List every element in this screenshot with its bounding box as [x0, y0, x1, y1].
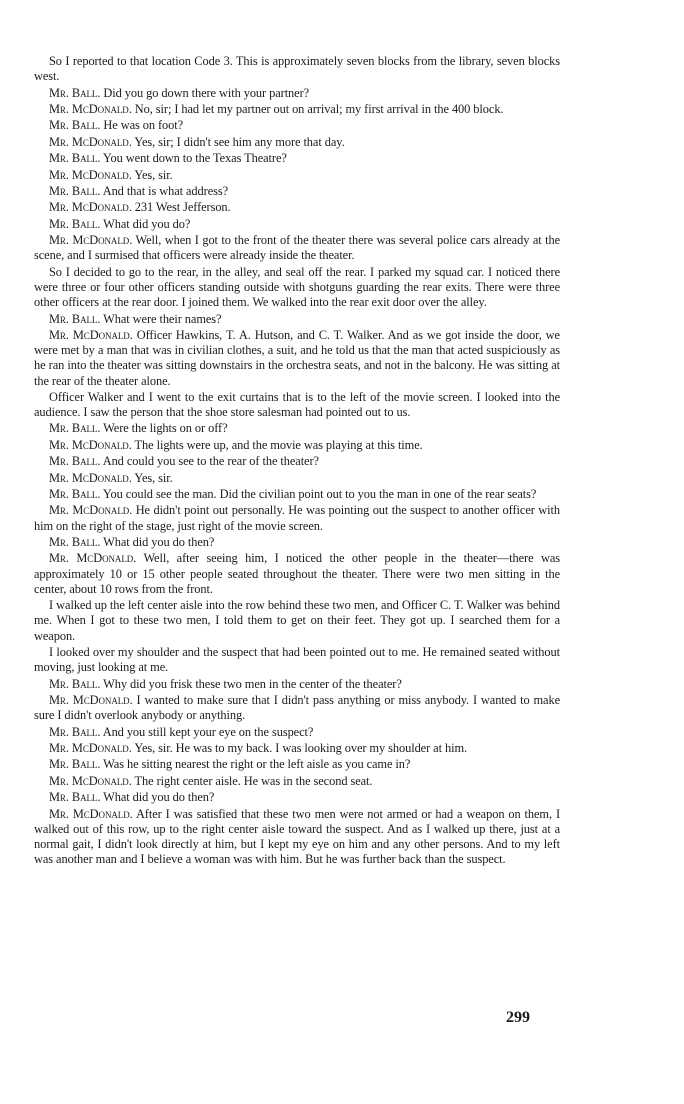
paragraph-text: Yes, sir. [134, 167, 173, 182]
testimony-paragraph [34, 102, 560, 117]
speaker-label: Mr. Ball. [49, 151, 101, 166]
speaker-label: Mr. Ball. [49, 790, 101, 805]
testimony-paragraph [34, 184, 560, 199]
testimony-paragraph [34, 677, 560, 692]
speaker-label: Mr. McDonald. [49, 327, 133, 342]
paragraph-text: What did you do then? [103, 790, 215, 805]
testimony-paragraph [34, 471, 560, 486]
paragraph-text: Was he sitting nearest the right or the left aisle as you came in? [103, 757, 411, 772]
paragraph-text: He was on foot? [103, 118, 184, 133]
testimony-paragraph [34, 135, 560, 150]
testimony-paragraph [34, 118, 560, 133]
speaker-label: Mr. McDonald. [49, 167, 132, 182]
paragraph-text: And could you see to the rear of the theater? [102, 454, 319, 469]
paragraph-text: I walked up the left center aisle into the row behind these two men, and Officer C. T. Walker was behind me. When I got to these two men, I told them to get on their feet. They got up. I searched them for a weapon. [34, 598, 560, 643]
speaker-label: Mr. Ball. [49, 216, 101, 231]
testimony-paragraph [34, 168, 560, 183]
paragraph-text: And you still kept your eye on the suspect? [102, 724, 314, 739]
testimony-paragraph [34, 328, 560, 389]
testimony-paragraph [34, 438, 560, 453]
paragraph-text: After I was satisfied that these two men were not armed or had a weapon on them, I walked out of this row, up to the right center aisle toward the suspect. And as I walked up there, just at a normal gait, I didn't look directly at him, but I kept my eye on him and any other persons. And to my left was another man and I believe a woman was with him. But he was further back than the suspect. [34, 806, 560, 867]
paragraph-text: What were their names? [103, 311, 222, 326]
paragraph-text: Why did you frisk these two men in the center of the theater? [103, 676, 402, 691]
testimony-paragraph [34, 535, 560, 550]
paragraph-text: I wanted to make sure that I didn't pass anything or miss anybody. I wanted to make sure I didn't overlook anybody or anything. [34, 693, 560, 723]
testimony-paragraph [34, 807, 560, 868]
testimony-paragraph [34, 151, 560, 166]
speaker-label: Mr. Ball. [49, 85, 101, 100]
paragraph-text: Did you go down there with your partner? [103, 85, 310, 100]
testimony-paragraph [34, 725, 560, 740]
paragraph-text: I looked over my shoulder and the suspect that had been pointed out to me. He remained seated without moving, just looking at me. [34, 645, 560, 675]
speaker-label: Mr. McDonald. [49, 806, 133, 821]
paragraph-text: Yes, sir. [134, 470, 173, 485]
paragraph-text: What did you do then? [103, 535, 215, 550]
testimony-paragraph [34, 200, 560, 215]
paragraph-text: Yes, sir. He was to my back. I was looking over my shoulder at him. [134, 740, 468, 755]
paragraph-text: 231 West Jefferson. [134, 200, 231, 215]
testimony-paragraph [34, 551, 560, 597]
testimony-paragraph [34, 265, 560, 311]
speaker-label: Mr. Ball. [49, 311, 101, 326]
speaker-label: Mr. McDonald. [49, 200, 132, 215]
speaker-label: Mr. McDonald. [49, 470, 132, 485]
paragraph-text: You went down to the Texas Theatre? [102, 151, 287, 166]
testimony-paragraph [34, 86, 560, 101]
paragraph-text: The lights were up, and the movie was playing at this time. [134, 437, 423, 452]
paragraph-text: What did you do? [103, 216, 191, 231]
speaker-label: Mr. Ball. [49, 487, 101, 502]
paragraph-text: And that is what address? [102, 183, 229, 198]
speaker-label: Mr. McDonald. [49, 503, 133, 518]
speaker-label: Mr. Ball. [49, 118, 101, 133]
testimony-paragraph [34, 757, 560, 772]
testimony-paragraph [34, 421, 560, 436]
testimony-paragraph [34, 390, 560, 420]
testimony-paragraph [34, 54, 560, 84]
paragraph-text: He didn't point out personally. He was pointing out the suspect to another officer with him on the right of the stage, just right of the movie screen. [34, 503, 560, 533]
speaker-label: Mr. McDonald. [49, 773, 132, 788]
speaker-label: Mr. Ball. [49, 421, 101, 436]
paragraph-text: No, sir; I had let my partner out on arrival; my first arrival in the 400 block. [134, 101, 504, 116]
speaker-label: Mr. Ball. [49, 183, 101, 198]
paragraph-text: The right center aisle. He was in the second seat. [134, 773, 373, 788]
paragraph-text: So I reported to that location Code 3. This is approximately seven blocks from the library, seven blocks west. [34, 54, 560, 84]
testimony-paragraph [34, 312, 560, 327]
testimony-paragraph [34, 741, 560, 756]
speaker-label: Mr. McDonald. [49, 740, 132, 755]
transcript-page [34, 54, 560, 867]
testimony-paragraph [34, 454, 560, 469]
paragraph-text: Officer Hawkins, T. A. Hutson, and C. T. Walker. And as we got inside the door, we were met by a man that was in civilian clothes, a suit, and he told us that the man that acted suspiciously as he ran into the theater was sitting downstairs in the orchestra seats, and not in the balcony. He was sitting at the rear of the theater alone. [34, 327, 560, 388]
testimony-paragraph [34, 693, 560, 723]
paragraph-text: Well, when I got to the front of the theater there was several police cars already at the scene, and I surmised that officers were already inside the theater. [34, 233, 560, 263]
speaker-label: Mr. McDonald. [49, 101, 132, 116]
speaker-label: Mr. McDonald. [49, 134, 132, 149]
testimony-paragraph [34, 503, 560, 533]
paragraph-text: You could see the man. Did the civilian point out to you the man in one of the rear seats? [102, 487, 537, 502]
speaker-label: Mr. Ball. [49, 676, 101, 691]
testimony-paragraph [34, 645, 560, 675]
speaker-label: Mr. McDonald. [49, 437, 132, 452]
speaker-label: Mr. McDonald. [49, 693, 133, 707]
speaker-label: Mr. Ball. [49, 757, 101, 772]
testimony-paragraph [34, 217, 560, 232]
paragraph-text: Were the lights on or off? [103, 421, 228, 436]
speaker-label: Mr. Ball. [49, 724, 101, 739]
paragraph-text: Yes, sir; I didn't see him any more that day. [134, 134, 345, 149]
speaker-label: Mr. Ball. [49, 535, 101, 550]
testimony-paragraph [34, 598, 560, 644]
page-number: 299 [506, 1009, 530, 1026]
paragraph-text: Officer Walker and I went to the exit curtains that is to the left of the movie screen. I looked into the audience. I saw the person that the shoe store salesman had pointed out to us. [34, 389, 560, 420]
testimony-paragraph [34, 487, 560, 502]
testimony-paragraph [34, 233, 560, 263]
speaker-label: Mr. McDonald. [49, 551, 137, 566]
testimony-paragraph [34, 790, 560, 805]
speaker-label: Mr. McDonald. [49, 233, 133, 248]
paragraph-text: Well, after seeing him, I noticed the other people in the theater—there was approximately 10 or 15 other people seated throughout the theater. There were two men sitting in the center, about 10 rows from the front. [34, 551, 560, 596]
testimony-paragraph [34, 774, 560, 789]
paragraph-text: So I decided to go to the rear, in the alley, and seal off the rear. I parked my squad car. I noticed there were three or four other officers standing outside with shotguns guarding the rear exits. There were three other officers at the rear door. I joined them. We walked into the rear exit door over the alley. [34, 264, 560, 310]
speaker-label: Mr. Ball. [49, 454, 101, 469]
